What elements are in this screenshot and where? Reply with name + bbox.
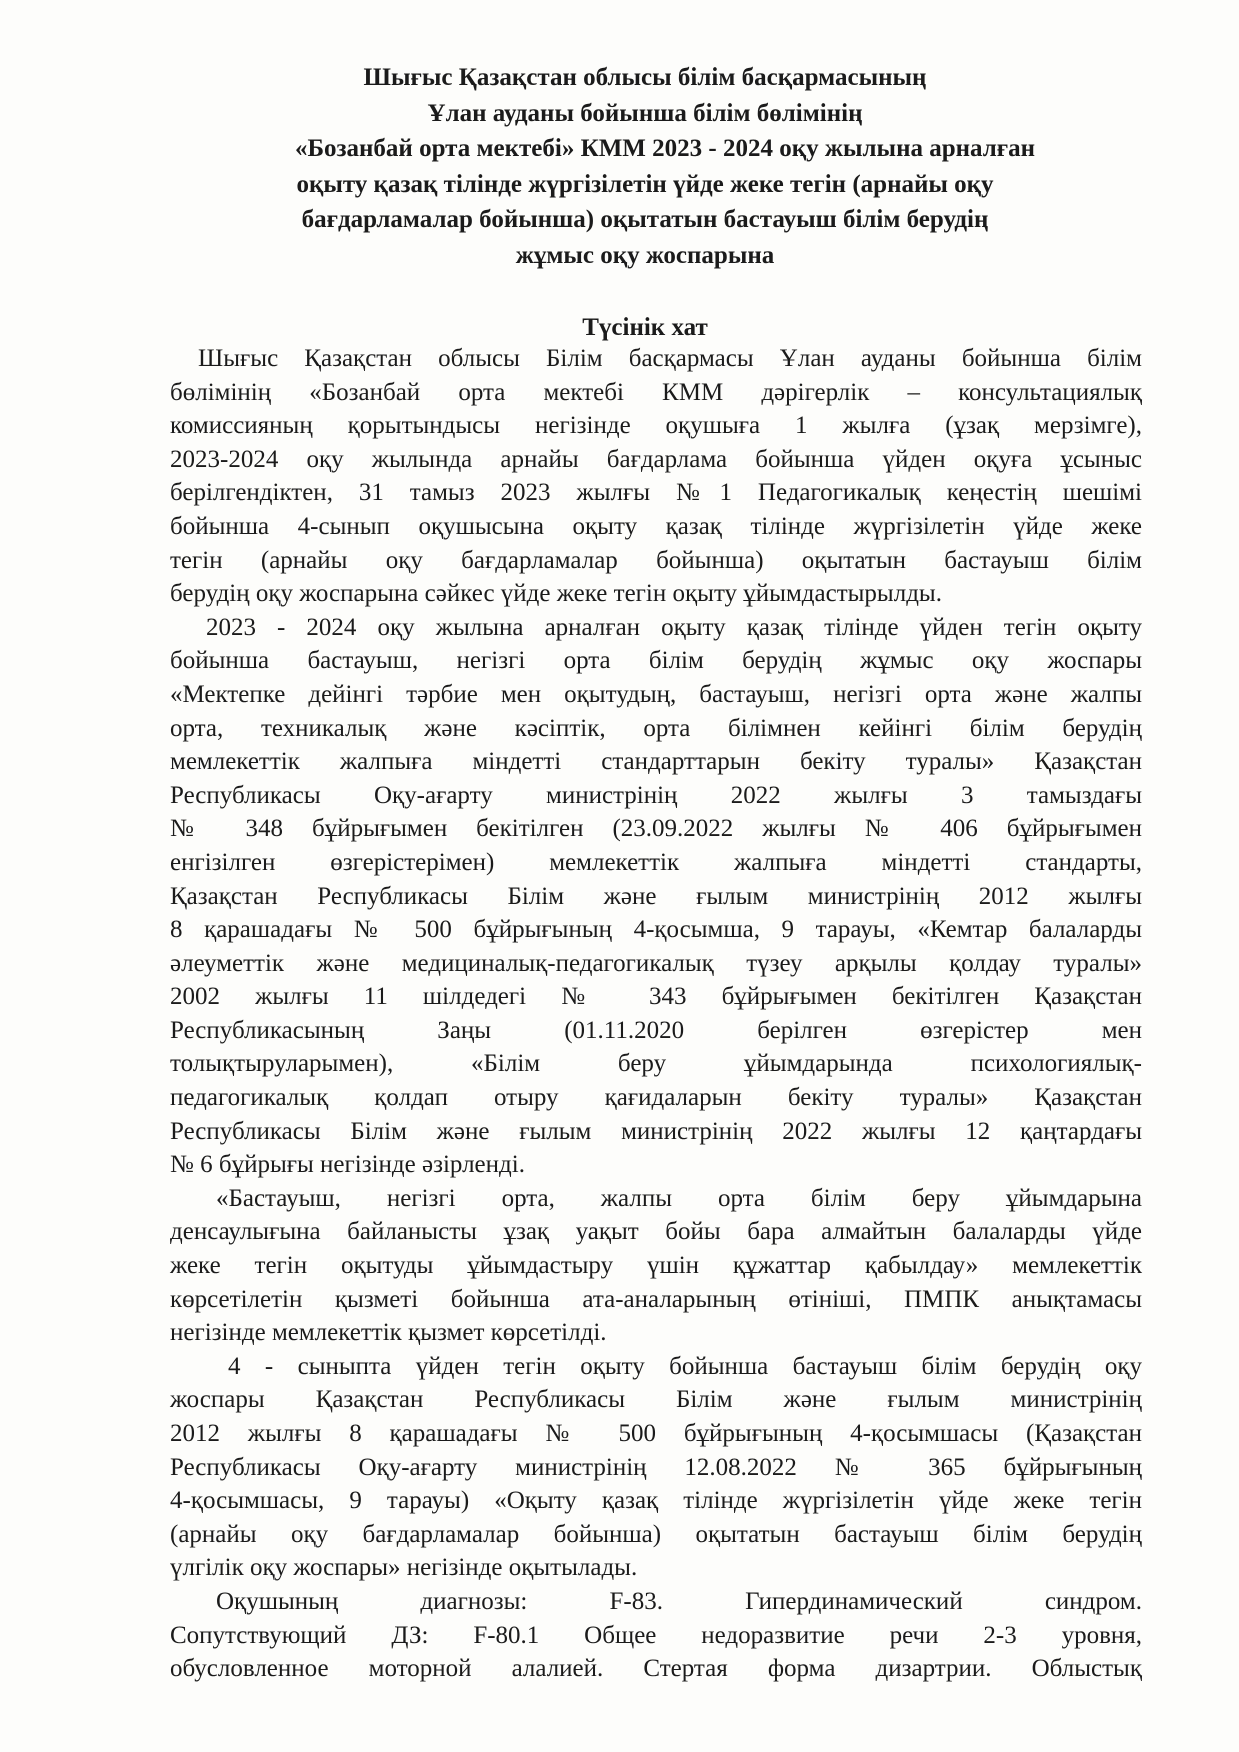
heading-line: Ұлан ауданы бойынша білім бөлімінің <box>427 99 863 127</box>
text-line: бойынша бастауыш, негізгі орта білім берудің жұмыс оқу жоспары <box>170 647 1142 675</box>
text-line: 2002 жылғы 11 шілдедегі № 343 бұйрығымен бекітілген Қазақстан <box>170 983 1142 1011</box>
text-line: № 348 бұйрығымен бекітілген (23.09.2022 жылғы № 406 бұйрығымен <box>170 815 1142 843</box>
text-line: денсаулығына байланысты ұзақ уақыт бойы бара алмайтын балаларды үйде <box>170 1218 1142 1246</box>
text-line: 4 - сыныпта үйден тегін оқыту бойынша бастауыш білім берудің оқу <box>228 1352 1142 1380</box>
text-line: тегін (арнайы оқу бағдарламалар бойынша) оқытатын бастауыш білім <box>170 546 1142 574</box>
text-line: «Мектепке дейінгі тәрбие мен оқытудың, бастауыш, негізгі орта және жалпы <box>170 680 1142 708</box>
paragraph-2 <box>170 611 1142 1182</box>
text-line: Республикасы Оқу-ағарту министрінің 12.08.2022 № 365 бұйрығының <box>170 1453 1142 1481</box>
text-line: обусловленное моторной алалией. Стертая форма дизартрии. Облыстық <box>170 1655 1142 1683</box>
heading-line: Шығыс Қазақстан облысы білім басқармасының <box>363 64 927 91</box>
text-line: 2023 - 2024 оқу жылына арналған оқыту қазақ тілінде үйден тегін оқыту <box>206 613 1142 641</box>
text-line: Оқушының диагнозы: F-83. Гипердинамический синдром. <box>216 1587 1142 1615</box>
text-line: енгізілген өзгерістерімен) мемлекеттік жалпыға міндетті стандарты, <box>170 848 1142 876</box>
heading-line: «Бозанбай орта мектебі» КММ 2023 - 2024 оқу жылына арналған <box>294 135 1036 162</box>
document-heading <box>150 60 1140 273</box>
paragraph-4 <box>170 1350 1142 1585</box>
text-line: Шығыс Қазақстан облысы Білім басқармасы Ұлан ауданы бойынша білім <box>198 345 1142 372</box>
text-line: үлгілік оқу жоспары» негізінде оқытылады. <box>170 1554 638 1582</box>
heading-line: бағдарламалар бойынша) оқытатын бастауыш білім берудің <box>301 206 989 233</box>
text-line: берудің оқу жоспарына сәйкес үйде жеке тегін оқыту ұйымдастырылды. <box>170 580 942 608</box>
text-line: Республикасы Білім және ғылым министрінің 2022 жылғы 12 қаңтардағы <box>170 1117 1142 1145</box>
text-line: Республикасының Заңы (01.11.2020 берілген өзгерістер мен <box>170 1016 1142 1044</box>
text-line: № 6 бұйрығы негізінде әзірленді. <box>170 1151 525 1179</box>
text-line: 4-қосымшасы, 9 тарауы) «Оқыту қазақ тілінде жүргізілетін үйде жеке тегін <box>170 1487 1142 1515</box>
text-line: жоспары Қазақстан Республикасы Білім және ғылым министрінің <box>170 1386 1142 1414</box>
text-line: толықтыруларымен), «Білім беру ұйымдарында психологиялық- <box>170 1050 1142 1078</box>
text-line: бөлімінің «Бозанбай орта мектебі КММ дәрігерлік – консультациялық <box>170 378 1142 406</box>
paragraph-1 <box>170 342 1142 611</box>
text-line: бойынша 4-сынып оқушысына оқыту қазақ тілінде жүргізілетін үйде жеке <box>170 512 1142 540</box>
text-line: көрсетілетін қызметі бойынша ата-аналарының өтініші, ПМПК анықтамасы <box>170 1285 1142 1313</box>
text-line: педагогикалық қолдап отыру қағидаларын бекіту туралы» Қазақстан <box>170 1084 1142 1112</box>
heading-line: оқыту қазақ тілінде жүргізілетін үйде жеке тегін (арнайы оқу <box>296 170 994 198</box>
heading-line: жұмыс оқу жоспарына <box>515 241 775 269</box>
text-line: Сопутствующий ДЗ: F-80.1 Общее недоразвитие речи 2-3 уровня, <box>170 1621 1142 1649</box>
document-body <box>170 342 1142 1686</box>
text-line: негізінде мемлекеттік қызмет көрсетілді. <box>170 1319 607 1347</box>
document-title: Түсінік хат <box>582 314 708 341</box>
text-line: 8 қарашадағы № 500 бұйрығының 4-қосымша, 9 тарауы, «Кемтар балаларды <box>170 916 1142 944</box>
text-line: Қазақстан Республикасы Білім және ғылым министрінің 2012 жылғы <box>170 882 1142 910</box>
text-line: «Бастауыш, негізгі орта, жалпы орта білім беру ұйымдарына <box>216 1184 1142 1212</box>
text-line: (арнайы оқу бағдарламалар бойынша) оқытатын бастауыш білім берудің <box>170 1520 1142 1548</box>
text-line: мемлекеттік жалпыға міндетті стандарттарын бекіту туралы» Қазақстан <box>170 748 1142 776</box>
paragraph-5 <box>170 1585 1142 1686</box>
text-line: әлеуметтік және медициналық-педагогикалық түзеу арқылы қолдау туралы» <box>170 949 1142 977</box>
text-line: 2012 жылғы 8 қарашадағы № 500 бұйрығының 4-қосымшасы (Қазақстан <box>170 1420 1142 1447</box>
text-line: 2023-2024 оқу жылында арнайы бағдарлама бойынша үйден оқуға ұсыныс <box>170 445 1142 473</box>
text-line: Республикасы Оқу-ағарту министрінің 2022 жылғы 3 тамыздағы <box>170 781 1142 809</box>
text-line: орта, техникалық және кәсіптік, орта білімнен кейінгі білім берудің <box>170 714 1142 742</box>
text-line: комиссияның қорытындысы негізінде оқушыға 1 жылға (ұзақ мерзімге), <box>170 412 1142 440</box>
text-line: жеке тегін оқытуды ұйымдастыру үшін құжаттар қабылдау» мемлекеттік <box>170 1252 1142 1280</box>
text-line: берілгендіктен, 31 тамыз 2023 жылғы №1 Педагогикалық кеңестің шешімі <box>170 479 1142 507</box>
paragraph-3 <box>170 1182 1142 1350</box>
